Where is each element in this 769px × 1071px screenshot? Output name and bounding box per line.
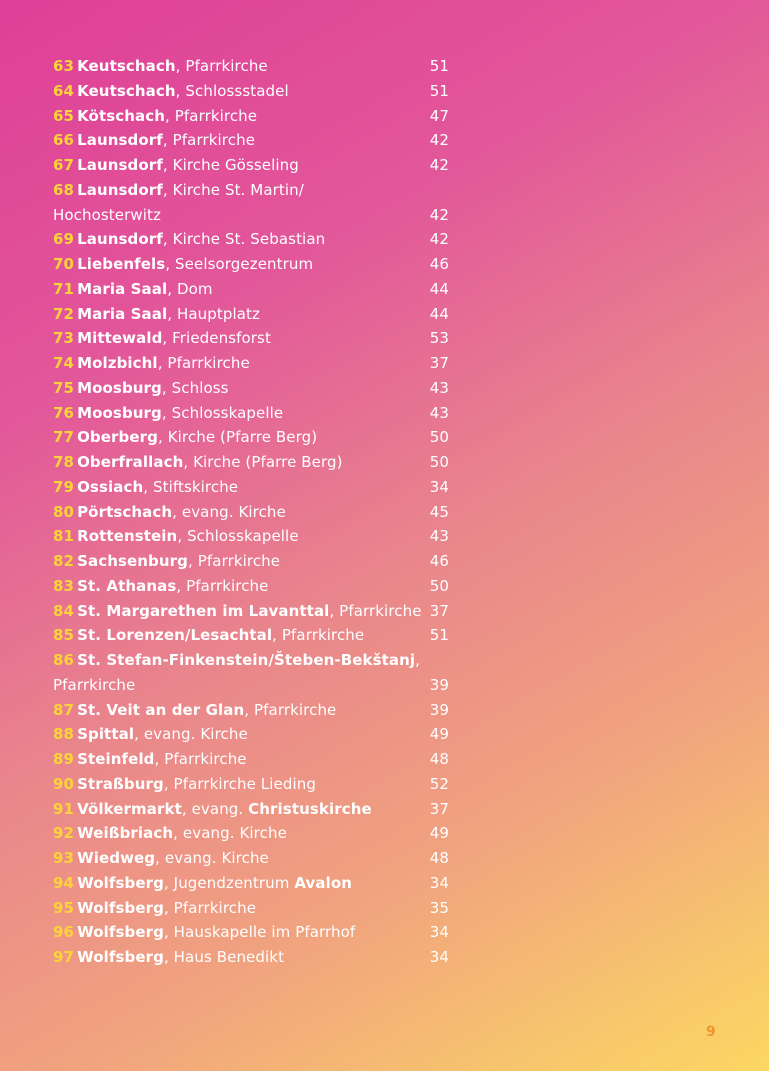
entry-place: St. Margarethen im Lavanttal [77,601,330,620]
index-entry [53,524,453,549]
entry-place: Völkermarkt [77,799,182,818]
index-entry [53,79,453,104]
entry-number: 95 [53,898,75,917]
entry-detail: , evang. Kirche [172,502,286,521]
entry-detail: , Kirche (Pfarre Berg) [183,453,343,471]
entry-detail: , Hauskapelle im Pfarrhof [163,923,356,942]
entry-page-number: 52 [429,774,449,793]
entry-number: 97 [53,948,75,966]
entry-number: 92 [53,824,75,843]
entry-place: Straßburg [77,774,164,793]
index-entry [53,227,453,252]
index-entry [53,450,453,475]
entry-place: Moosburg [77,378,162,397]
index-entry [53,599,453,624]
entry-page-number: 42 [429,205,449,224]
entry-number: 64 [53,81,75,100]
entry-page-number: 37 [429,601,449,620]
entry-page-number: 42 [429,131,449,150]
index-entry [53,722,453,747]
entry-number: 96 [53,923,75,942]
entry-place: Wolfsberg [77,923,164,942]
entry-number: 65 [53,106,75,125]
index-entry [53,945,453,970]
entry-page-number: 35 [429,898,449,917]
entry-place: Maria Saal [77,279,168,298]
entry-page-number: 43 [429,403,449,422]
entry-number: 87 [53,700,75,719]
entry-page-number: 44 [429,304,449,323]
entry-number: 80 [53,502,75,521]
entry-number: 82 [53,552,75,570]
index-entry [53,302,453,327]
index-entry [53,896,453,921]
entry-detail: , Hauptplatz [167,304,260,323]
entry-place: Launsdorf [77,230,163,249]
entry-detail: , Seelsorgezentrum [165,255,314,273]
index-entry [53,648,453,698]
entry-page-number: 42 [429,156,449,174]
index-entry [53,747,453,772]
entry-number: 73 [53,329,75,348]
index-entry [53,376,453,401]
entry-detail: , Pfarrkirche [244,700,337,719]
entry-number: 81 [53,527,75,546]
entry-detail: , Pfarrkirche [162,131,256,150]
entry-place: Ossiach [77,477,144,496]
entry-page-number: 47 [429,106,449,125]
entry-detail: , Kirche St. Sebastian [162,230,326,249]
entry-detail: , Pfarrkirche [176,576,269,595]
entry-place: Keutschach [77,81,176,100]
index-entry [53,698,453,723]
entry-place: Wolfsberg [77,873,164,892]
index-entry [53,475,453,500]
entry-detail: Pfarrkirche [53,675,136,694]
entry-detail: , evang. Kirche [134,725,248,744]
index-list [53,54,453,970]
entry-place: Wolfsberg [77,898,164,917]
index-entry [53,277,453,302]
entry-number: 69 [53,230,75,249]
entry-page-number: 43 [429,378,449,397]
entry-number: 89 [53,750,75,768]
index-entry [53,401,453,426]
entry-number: 90 [53,774,75,793]
index-entry [53,178,453,228]
entry-number: 83 [53,576,75,595]
entry-number: 75 [53,378,75,397]
index-entry [53,252,453,277]
page-number: 9 [706,1024,716,1040]
entry-place: Spittal [77,725,135,744]
entry-page-number: 34 [429,873,449,892]
entry-page-number: 51 [429,626,449,645]
entry-place: Pörtschach [77,502,173,521]
index-entry [53,920,453,945]
entry-place: Steinfeld [77,750,155,768]
entry-detail: , Schlosskapelle [161,403,284,422]
index-entry [53,351,453,376]
entry-page-number: 53 [429,329,449,348]
entry-detail: , evang. Kirche [155,849,269,867]
entry-detail: , Haus Benedikt [163,948,285,966]
entry-place: Avalon [294,873,353,892]
entry-number: 88 [53,725,75,744]
entry-detail: , [415,651,420,669]
entry-place: St. Veit an der Glan [77,700,245,719]
entry-number: 76 [53,403,75,422]
entry-detail: , evang. [181,799,249,818]
entry-number: 72 [53,304,75,323]
entry-page-number: 39 [429,700,449,719]
entry-detail: , Pfarrkirche [272,626,365,645]
entry-place: St. Lorenzen/Lesachtal [77,626,273,645]
entry-place: Wiedweg [77,849,156,867]
entry-page-number: 49 [429,725,449,744]
entry-page-number: 34 [429,477,449,496]
entry-number: 70 [53,255,75,273]
entry-page-number: 34 [429,948,449,966]
entry-detail: , Stiftskirche [143,477,239,496]
entry-page-number: 45 [429,502,449,521]
entry-number: 85 [53,626,75,645]
entry-page-number: 51 [429,57,449,75]
entry-page-number: 50 [429,576,449,595]
index-entry [53,846,453,871]
entry-page-number: 51 [429,81,449,100]
entry-detail: , evang. Kirche [173,824,287,843]
entry-page-number: 50 [429,453,449,471]
entry-detail: , Kirche Gösseling [162,156,299,174]
index-entry [53,821,453,846]
index-entry [53,326,453,351]
entry-number: 67 [53,156,75,174]
index-entry [53,797,453,822]
entry-detail: , Pfarrkirche [157,354,250,372]
entry-number: 77 [53,428,75,447]
entry-place: Weißbriach [77,824,174,843]
index-entry [53,574,453,599]
index-entry [53,153,453,178]
index-entry [53,772,453,797]
entry-detail: , Schlossstadel [175,81,289,100]
index-entry [53,623,453,648]
entry-number: 66 [53,131,75,150]
entry-page-number: 34 [429,923,449,942]
entry-place: Keutschach [77,57,176,75]
entry-place: Maria Saal [77,304,168,323]
entry-page-number: 50 [429,428,449,447]
entry-page-number: 46 [429,255,449,273]
entry-place: Launsdorf [77,180,163,199]
entry-detail: , Schlosskapelle [177,527,299,546]
entry-detail: , Schloss [161,378,229,397]
entry-place: Wolfsberg [77,948,164,966]
entry-place: Moosburg [77,403,162,422]
entry-detail: Hochosterwitz [53,205,161,224]
entry-place: Sachsenburg [77,552,189,570]
entry-page-number: 43 [429,527,449,546]
entry-place: Oberberg [77,428,158,447]
index-entry [53,128,453,153]
entry-number: 79 [53,477,75,496]
entry-place: St. Stefan-Finkenstein/Šteben-Bekštanj [77,651,416,669]
entry-detail: , Pfarrkirche [154,750,247,768]
entry-page-number: 46 [429,552,449,570]
entry-detail: , Pfarrkirche Lieding [163,774,316,793]
entry-place: Oberfrallach [77,453,184,471]
index-entry [53,425,453,450]
entry-detail: , Dom [167,279,213,298]
entry-detail: , Jugendzentrum [163,873,295,892]
index-entry [53,104,453,129]
entry-number: 84 [53,601,75,620]
entry-number: 63 [53,57,75,75]
entry-page-number: 39 [429,675,449,694]
entry-place: Launsdorf [77,131,163,150]
entry-page-number: 37 [429,799,449,818]
entry-place: St. Athanas [77,576,177,595]
entry-number: 68 [53,180,75,199]
entry-place: Mittewald [77,329,163,348]
entry-detail: , Pfarrkirche [163,898,257,917]
entry-detail: , Friedensforst [162,329,271,348]
entry-number: 71 [53,279,75,298]
entry-page-number: 49 [429,824,449,843]
entry-number: 91 [53,799,75,818]
entry-detail: , Pfarrkirche [175,57,268,75]
entry-detail: , Pfarrkirche [165,106,258,125]
index-entry [53,54,453,79]
index-entry [53,871,453,896]
entry-number: 94 [53,873,75,892]
entry-detail: , Kirche St. Martin/ [162,180,304,199]
entry-page-number: 37 [429,354,449,372]
entry-number: 93 [53,849,75,867]
entry-page-number: 44 [429,279,449,298]
index-entry [53,500,453,525]
entry-place: Launsdorf [77,156,163,174]
entry-place: Molzbichl [77,354,158,372]
entry-place: Kötschach [77,106,166,125]
entry-number: 74 [53,354,75,372]
index-entry [53,549,453,574]
entry-number: 86 [53,651,75,669]
entry-detail: , Pfarrkirche [188,552,281,570]
entry-place: Rottenstein [77,527,178,546]
entry-page-number: 48 [429,849,449,867]
entry-number: 78 [53,453,75,471]
entry-place: Liebenfels [77,255,166,273]
entry-detail: , Pfarrkirche [329,601,422,620]
entry-place: Christuskirche [248,799,372,818]
entry-page-number: 42 [429,230,449,249]
entry-detail: , Kirche (Pfarre Berg) [157,428,318,447]
entry-page-number: 48 [429,750,449,768]
